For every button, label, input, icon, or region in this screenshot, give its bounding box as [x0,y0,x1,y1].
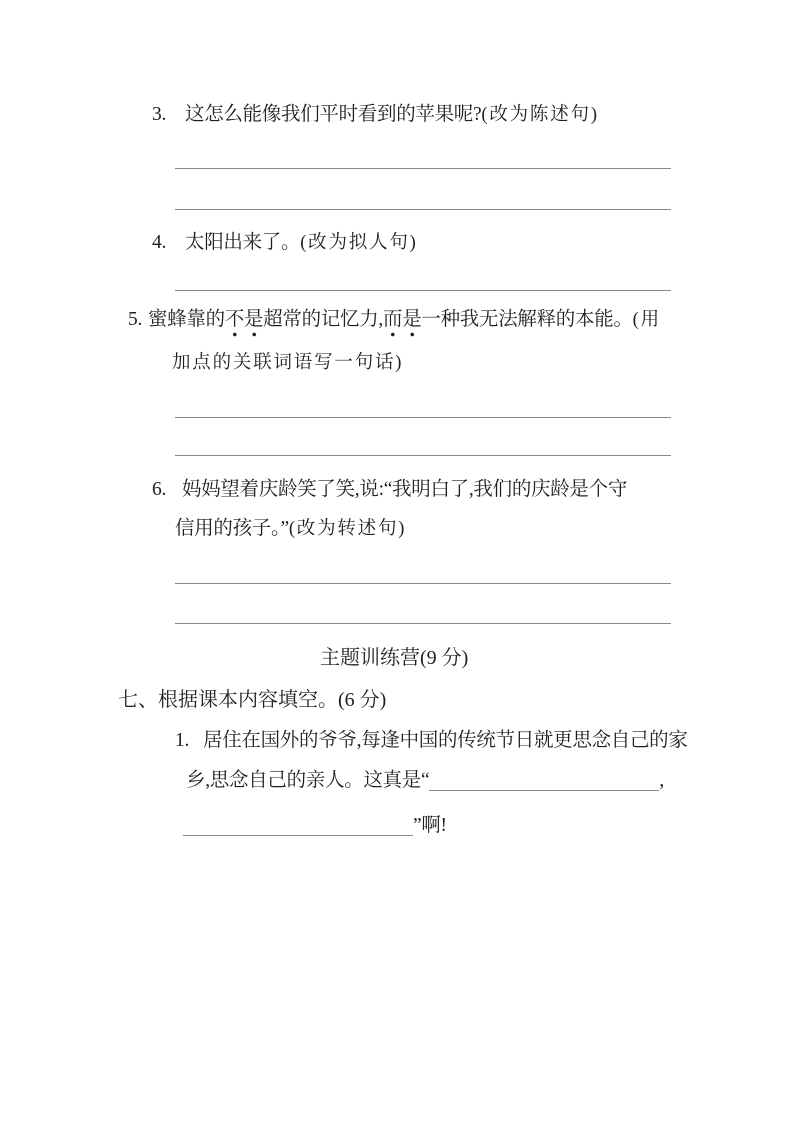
part-seven-title [118,687,386,713]
question-3-stem: 这怎么能像我们平时看到的苹果呢? [185,104,482,125]
question-6-rewrite-hint: (改为转述句) [288,519,407,539]
fill-in-blank [183,815,413,836]
question-3-rewrite-hint: (改为陈述句) [481,105,599,125]
answer-line [175,455,671,456]
question-1-stem: 居住在国外的爷爷,每逢中国的传统节日就更思念自己的家 [203,730,688,751]
answer-line [175,290,671,291]
answer-line [175,417,671,418]
part-seven-title-text: 七、根据课本内容填空。(6 分) [118,689,387,711]
question-5-number: 5. [128,309,143,330]
question-6-stem: 妈妈望着庆龄笑了笑,说:“我明白了,我们的庆龄是个守 [182,479,628,500]
question-5-stem-part: 蜜蜂靠的 [148,309,225,330]
question-3 [152,102,599,128]
answer-line [175,209,671,210]
question-6-stem-continued: 信用的孩子。” [175,518,289,539]
question-5-line1 [128,307,661,333]
question-3-number: 3. [152,104,167,125]
question-1-comma: , [659,770,664,791]
question-1-line1 [175,728,688,754]
question-4-number: 4. [152,232,167,253]
answer-line [175,583,671,584]
answer-line [175,623,671,624]
question-5-stem-part: 超常的记忆力, [263,309,383,330]
emphasized-word: 不是 [225,309,263,337]
question-6-line2 [175,516,406,542]
answer-line [175,168,671,169]
section-heading-text: 主题训练营(9 分) [320,647,469,669]
question-6-number: 6. [152,479,167,500]
question-1-line2 [186,768,664,794]
question-4 [152,230,418,256]
question-1-number: 1. [175,730,190,751]
emphasized-word: 而是 [383,309,421,337]
question-1-stem-continued: 乡,思念自己的亲人。这真是“ [186,770,430,791]
question-5-line2 [172,350,403,376]
question-5-rewrite-hint-open: (用 [632,310,661,330]
question-4-rewrite-hint: (改为拟人句) [300,233,418,253]
section-heading-theme-camp [320,645,468,671]
question-5-rewrite-hint: 加点的关联词语写一句话) [172,353,404,373]
question-5-stem-part: 一种我无法解释的本能。 [421,309,633,330]
fill-in-blank [429,770,659,791]
question-1-closing: ”啊! [413,815,447,836]
question-6-line1 [152,477,627,503]
question-4-stem: 太阳出来了。 [185,232,301,253]
question-1-line3 [183,813,447,839]
